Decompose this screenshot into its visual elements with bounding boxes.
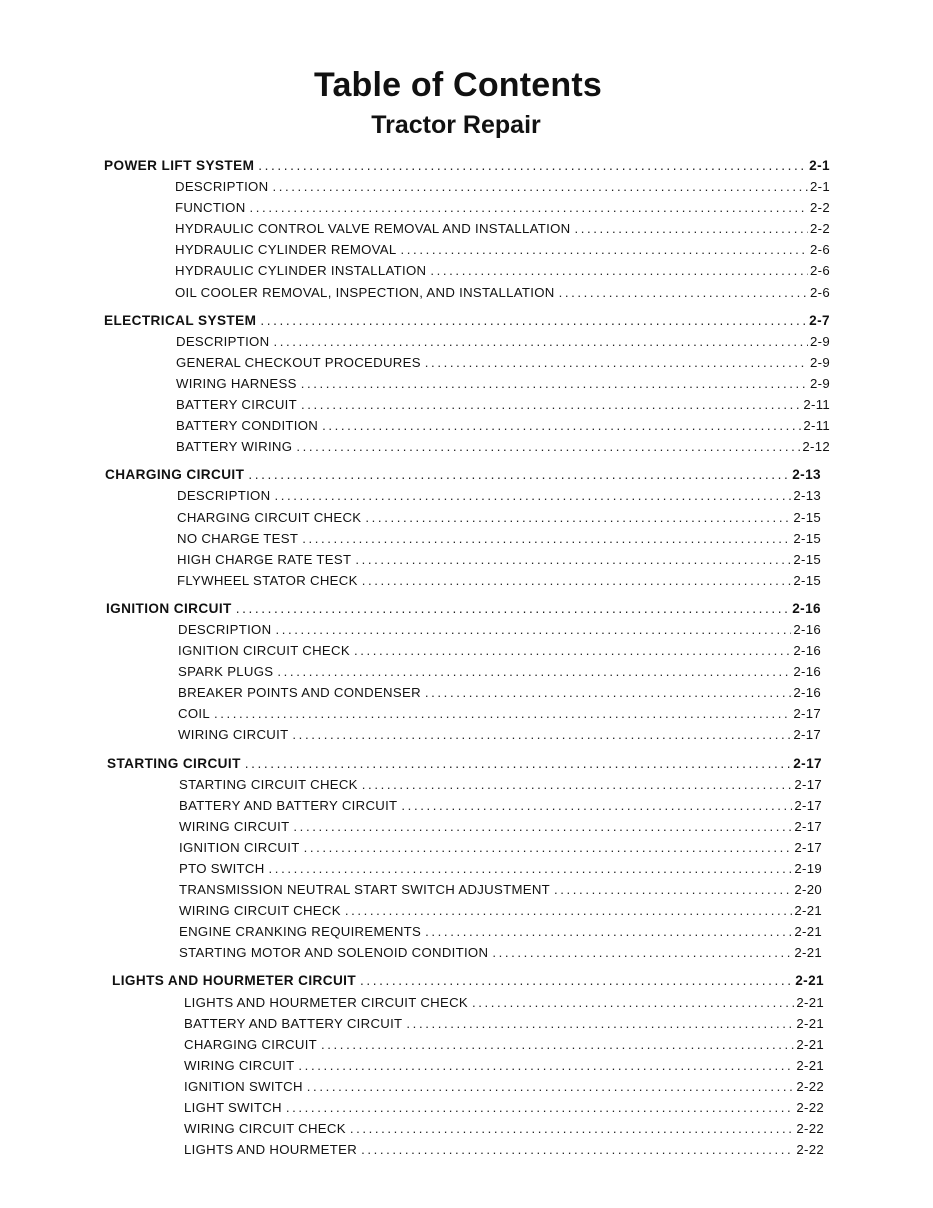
entry-label: HYDRAULIC CONTROL VALVE REMOVAL AND INSTALLATION (175, 221, 571, 237)
entry-label: IGNITION SWITCH (184, 1078, 303, 1094)
toc-entry[interactable] (0, 415, 830, 436)
toc-section (0, 598, 933, 746)
toc-entry[interactable] (0, 528, 821, 549)
page-number: 2-2 (810, 221, 830, 237)
dot-leader (258, 155, 807, 176)
toc-section-heading[interactable] (0, 598, 821, 619)
toc-entry[interactable] (0, 485, 821, 506)
entry-label: IGNITION CIRCUIT CHECK (178, 643, 350, 659)
page-number: 2-22 (796, 1100, 824, 1116)
page-number: 2-9 (810, 333, 830, 349)
toc-entry[interactable] (0, 1055, 824, 1076)
toc-entry[interactable] (0, 197, 830, 218)
toc-entry[interactable] (0, 1076, 824, 1097)
page-number: 2-21 (794, 924, 822, 940)
toc-entry[interactable] (0, 1139, 824, 1160)
entry-label: LIGHTS AND HOURMETER CIRCUIT CHECK (184, 994, 468, 1010)
toc-section-heading[interactable] (0, 310, 830, 331)
toc-entry[interactable] (0, 724, 821, 745)
page-number: 2-15 (793, 530, 821, 546)
toc-entry[interactable] (0, 176, 830, 197)
dot-leader (273, 331, 808, 352)
section-heading-label: LIGHTS AND HOURMETER CIRCUIT (112, 973, 357, 989)
entry-label: OIL COOLER REMOVAL, INSPECTION, AND INSTALLATION (175, 284, 555, 300)
page-number: 2-21 (796, 994, 824, 1010)
toc-entry[interactable] (0, 619, 821, 640)
dot-leader (365, 507, 791, 528)
page-number: 2-17 (793, 706, 821, 722)
toc-entry[interactable] (0, 373, 830, 394)
toc-entry[interactable] (0, 282, 830, 303)
dot-leader (472, 992, 794, 1013)
entry-label: PTO SWITCH (179, 861, 265, 876)
entry-label: HIGH CHARGE RATE TEST (177, 551, 352, 567)
toc-entry[interactable] (0, 239, 830, 260)
dot-leader (274, 485, 791, 506)
toc-section-heading[interactable] (0, 970, 824, 991)
entry-label: DESCRIPTION (178, 621, 272, 637)
entry-label: HYDRAULIC CYLINDER REMOVAL (175, 242, 397, 258)
page-number: 2-16 (793, 664, 821, 680)
toc-entry[interactable] (0, 331, 830, 352)
entry-label: BATTERY AND BATTERY CIRCUIT (179, 797, 398, 813)
section-heading-label: ELECTRICAL SYSTEM (104, 312, 257, 328)
dot-leader (355, 549, 791, 570)
page-number: 2-17 (793, 755, 822, 771)
dot-leader (559, 282, 808, 303)
dot-leader (236, 598, 790, 619)
entry-label: DESCRIPTION (176, 333, 270, 349)
page-number: 2-11 (803, 418, 830, 434)
toc-entry[interactable] (0, 682, 821, 703)
section-heading-label: IGNITION CIRCUIT (106, 600, 232, 616)
page-number: 2-17 (794, 839, 822, 855)
page-number: 2-21 (794, 903, 822, 919)
dot-leader (269, 858, 793, 879)
section-heading-label: STARTING CIRCUIT (107, 755, 241, 771)
dot-leader (286, 1097, 795, 1118)
section-heading-label: POWER LIFT SYSTEM (104, 158, 255, 173)
toc-entry[interactable] (0, 879, 822, 900)
dot-leader (248, 464, 790, 485)
toc-entry[interactable] (0, 1013, 824, 1034)
section-heading-label: CHARGING CIRCUIT (105, 467, 245, 483)
dot-leader (292, 724, 791, 745)
dot-leader (401, 239, 809, 260)
toc-entry[interactable] (0, 795, 822, 816)
page-subtitle: Tractor Repair (371, 111, 541, 139)
entry-label: WIRING CIRCUIT (178, 727, 289, 743)
toc-entry[interactable] (0, 703, 821, 724)
page-number: 2-21 (794, 945, 822, 961)
page-number: 2-20 (794, 882, 822, 898)
page-number: 2-9 (810, 354, 830, 370)
entry-label: FUNCTION (175, 200, 246, 216)
toc-entry[interactable] (0, 218, 830, 239)
toc-section (0, 970, 933, 1160)
toc-entry[interactable] (0, 436, 830, 457)
toc-entry[interactable] (0, 352, 830, 373)
toc-section (0, 464, 933, 591)
entry-label: WIRING CIRCUIT CHECK (184, 1121, 346, 1137)
entry-label: WIRING CIRCUIT CHECK (179, 903, 341, 919)
toc-section (0, 753, 933, 964)
toc-entry[interactable] (0, 661, 821, 682)
entry-label: COIL (178, 706, 210, 722)
toc-entry[interactable] (0, 1097, 824, 1118)
page-number: 2-9 (810, 375, 830, 391)
toc-entry[interactable] (0, 260, 830, 281)
dot-leader (298, 1055, 794, 1076)
entry-label: LIGHTS AND HOURMETER (184, 1142, 358, 1158)
table-of-contents (0, 155, 933, 1167)
page-number: 2-6 (810, 263, 830, 279)
page-number: 2-22 (796, 1121, 824, 1137)
page-title: Table of Contents (314, 66, 602, 104)
dot-leader (354, 640, 791, 661)
toc-entry[interactable] (0, 942, 822, 963)
toc-section (0, 310, 933, 458)
dot-leader (245, 753, 791, 774)
toc-section (0, 155, 933, 303)
entry-label: WIRING CIRCUIT (184, 1057, 295, 1073)
entry-label: CHARGING CIRCUIT CHECK (177, 509, 362, 525)
entry-label: NO CHARGE TEST (177, 530, 299, 546)
dot-leader (574, 218, 808, 239)
toc-entry[interactable] (0, 1118, 824, 1139)
dot-leader (425, 921, 792, 942)
dot-leader (350, 1118, 795, 1139)
entry-label: HYDRAULIC CYLINDER INSTALLATION (175, 263, 427, 279)
entry-label: IGNITION CIRCUIT (179, 839, 300, 855)
page-number: 2-16 (793, 643, 821, 659)
dot-leader (214, 703, 791, 724)
page-number: 2-21 (796, 1036, 824, 1052)
entry-label: DESCRIPTION (177, 488, 271, 504)
page-number: 2-16 (793, 685, 821, 701)
dot-leader (401, 795, 792, 816)
page-number: 2-13 (793, 488, 821, 504)
dot-leader (322, 415, 801, 436)
dot-leader (301, 373, 808, 394)
dot-leader (425, 352, 808, 373)
page-number: 2-15 (793, 509, 821, 525)
dot-leader (301, 394, 801, 415)
toc-entry[interactable] (0, 640, 821, 661)
dot-leader (430, 260, 808, 281)
dot-leader (260, 310, 807, 331)
page-number: 2-6 (810, 284, 830, 300)
dot-leader (304, 837, 793, 858)
dot-leader (361, 1139, 794, 1160)
entry-label: TRANSMISSION NEUTRAL START SWITCH ADJUSTMENT (179, 882, 550, 898)
toc-section-heading[interactable] (0, 753, 822, 774)
page-number: 2-7 (809, 312, 830, 328)
toc-entry[interactable] (0, 858, 822, 879)
page-number: 2-16 (793, 621, 821, 637)
dot-leader (362, 774, 793, 795)
toc-entry[interactable] (0, 816, 822, 837)
dot-leader (293, 816, 792, 837)
dot-leader (307, 1076, 795, 1097)
page-number: 2-22 (796, 1078, 824, 1094)
entry-label: ENGINE CRANKING REQUIREMENTS (179, 924, 422, 940)
page-number: 2-15 (793, 572, 821, 588)
entry-label: WIRING CIRCUIT (179, 818, 290, 834)
dot-leader (277, 661, 791, 682)
toc-entry[interactable] (0, 774, 822, 795)
page-number: 2-2 (810, 200, 830, 216)
page-number: 2-6 (810, 242, 830, 258)
entry-label: SPARK PLUGS (178, 664, 274, 680)
page-number: 2-12 (802, 439, 830, 455)
dot-leader (362, 570, 792, 591)
dot-leader (275, 619, 791, 640)
toc-entry[interactable] (0, 507, 821, 528)
page-number: 2-17 (794, 776, 822, 792)
dot-leader (360, 970, 793, 991)
toc-entry[interactable] (0, 549, 821, 570)
toc-entry[interactable] (0, 394, 830, 415)
entry-label: LIGHT SWITCH (184, 1100, 282, 1116)
entry-label: CHARGING CIRCUIT (184, 1036, 318, 1052)
entry-label: BATTERY CIRCUIT (176, 397, 298, 413)
page-number: 2-21 (795, 973, 824, 989)
page-number: 2-19 (794, 861, 822, 876)
toc-entry[interactable] (0, 992, 824, 1013)
entry-label: DESCRIPTION (175, 179, 269, 195)
entry-label: STARTING CIRCUIT CHECK (179, 776, 358, 792)
dot-leader (272, 176, 808, 197)
entry-label: BATTERY AND BATTERY CIRCUIT (184, 1015, 403, 1031)
toc-entry[interactable] (0, 570, 821, 591)
dot-leader (302, 528, 791, 549)
page-number: 2-1 (810, 179, 830, 195)
entry-label: WIRING HARNESS (176, 375, 297, 391)
dot-leader (345, 900, 793, 921)
dot-leader (425, 682, 792, 703)
page-number: 2-17 (794, 797, 822, 813)
entry-label: STARTING MOTOR AND SOLENOID CONDITION (179, 945, 489, 961)
entry-label: GENERAL CHECKOUT PROCEDURES (176, 354, 421, 370)
page-number: 2-17 (793, 727, 821, 743)
page-number: 2-1 (809, 158, 830, 173)
toc-entry[interactable] (0, 900, 822, 921)
entry-label: BATTERY CONDITION (176, 418, 319, 434)
toc-entry[interactable] (0, 837, 822, 858)
toc-entry[interactable] (0, 921, 822, 942)
page-number: 2-13 (792, 467, 821, 483)
dot-leader (250, 197, 809, 218)
page-number: 2-15 (793, 551, 821, 567)
toc-entry[interactable] (0, 1034, 824, 1055)
page-number: 2-16 (792, 600, 821, 616)
page-number: 2-11 (803, 397, 830, 413)
entry-label: BATTERY WIRING (176, 439, 293, 455)
page-number: 2-22 (796, 1142, 824, 1158)
dot-leader (296, 436, 800, 457)
dot-leader (554, 879, 792, 900)
page-number: 2-21 (796, 1057, 824, 1073)
dot-leader (492, 942, 792, 963)
entry-label: BREAKER POINTS AND CONDENSER (178, 685, 421, 701)
toc-section-heading[interactable] (0, 464, 821, 485)
dot-leader (406, 1013, 794, 1034)
page-number: 2-21 (796, 1015, 824, 1031)
page-number: 2-17 (794, 818, 822, 834)
dot-leader (321, 1034, 794, 1055)
toc-section-heading[interactable] (0, 155, 830, 176)
entry-label: FLYWHEEL STATOR CHECK (177, 572, 358, 588)
